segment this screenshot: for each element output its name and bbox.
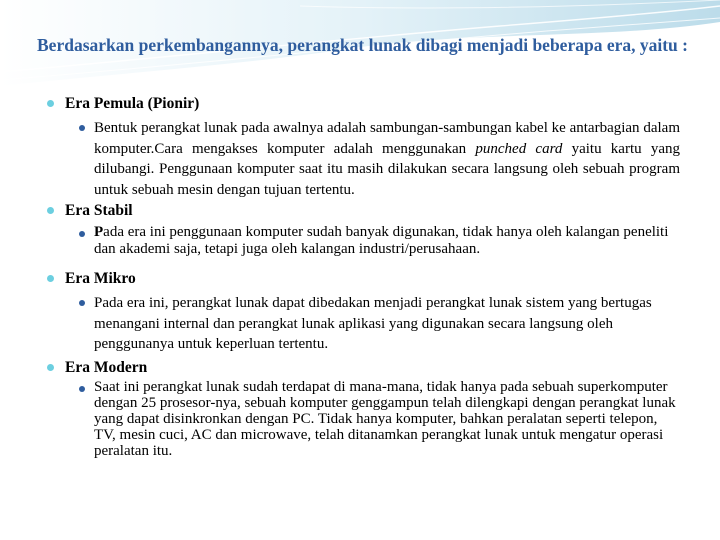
era-modern-description — [46, 379, 680, 459]
era-heading-text: Era Modern — [65, 358, 148, 376]
era-mikro-description — [46, 293, 680, 355]
bullet-level2-icon — [79, 125, 85, 131]
bullet-level1-icon — [47, 364, 54, 371]
era-pemula-description — [46, 118, 680, 200]
era-heading-text: Era Pemula (Pionir) — [65, 95, 200, 112]
era-stabil-description — [46, 224, 680, 258]
era-mikro-heading — [46, 269, 680, 288]
content-list — [46, 92, 680, 459]
bullet-level1-icon — [47, 207, 54, 214]
description-first-letter: P — [94, 224, 104, 240]
page-title: Berdasarkan perkembangannya, perangkat lunak dibagi menjadi beberapa era, yaitu : — [37, 35, 688, 55]
description-text: ada era ini penggunaan komputer sudah banyak digunakan, tidak hanya oleh kalangan peneliti dan akademi saja, tetapi juga oleh kalangan industri/perusahaan. — [94, 224, 669, 257]
era-pemula-heading — [46, 94, 680, 113]
era-stabil-heading — [46, 201, 680, 220]
bullet-level2-icon — [79, 231, 85, 237]
description-text: Pada era ini, perangkat lunak dapat dibedakan menjadi perangkat lunak sistem yang bertugas menangani internal dan perangkat lunak aplikasi yang digunakan secara langsung oleh penggunanya untuk keperluan tertentu. — [94, 295, 652, 352]
description-text: Saat ini perangkat lunak sudah terdapat di mana-mana, tidak hanya pada sebuah superkomputer dengan 25 prosesor-nya, sebuah komputer genggampun telah dilengkapi dengan perangkat lunak yang dapat disinkronkan dengan PC. Tidak hanya komputer, bahkan peralatan seperti telepon, TV, mesin cuci, AC dan microwave, telah ditanamkan perangkat lunak untuk mengatur operasi peralatan itu. — [94, 378, 676, 459]
era-heading-text: Era Mikro — [65, 270, 136, 287]
description-text: yaitu kartu yang dilubangi. Penggunaan komputer saat itu masih dilakukan secara langsung oleh sebuah program untuk sebuah mesin dengan tujuan tertentu. — [94, 140, 680, 198]
description-text: Bentuk perangkat lunak pada awalnya adalah sambungan-sambungan kabel ke antarbagian dalam komputer.Cara mengakses komputer adalah menggunakan — [94, 120, 680, 157]
era-heading-text: Era Stabil — [65, 202, 133, 219]
bullet-level1-icon — [47, 100, 54, 107]
bullet-level2-icon — [79, 300, 85, 306]
bullet-level1-icon — [47, 275, 54, 282]
era-modern-heading — [46, 358, 680, 377]
description-italic-term: punched card — [475, 140, 563, 157]
bullet-level2-icon — [79, 386, 85, 392]
